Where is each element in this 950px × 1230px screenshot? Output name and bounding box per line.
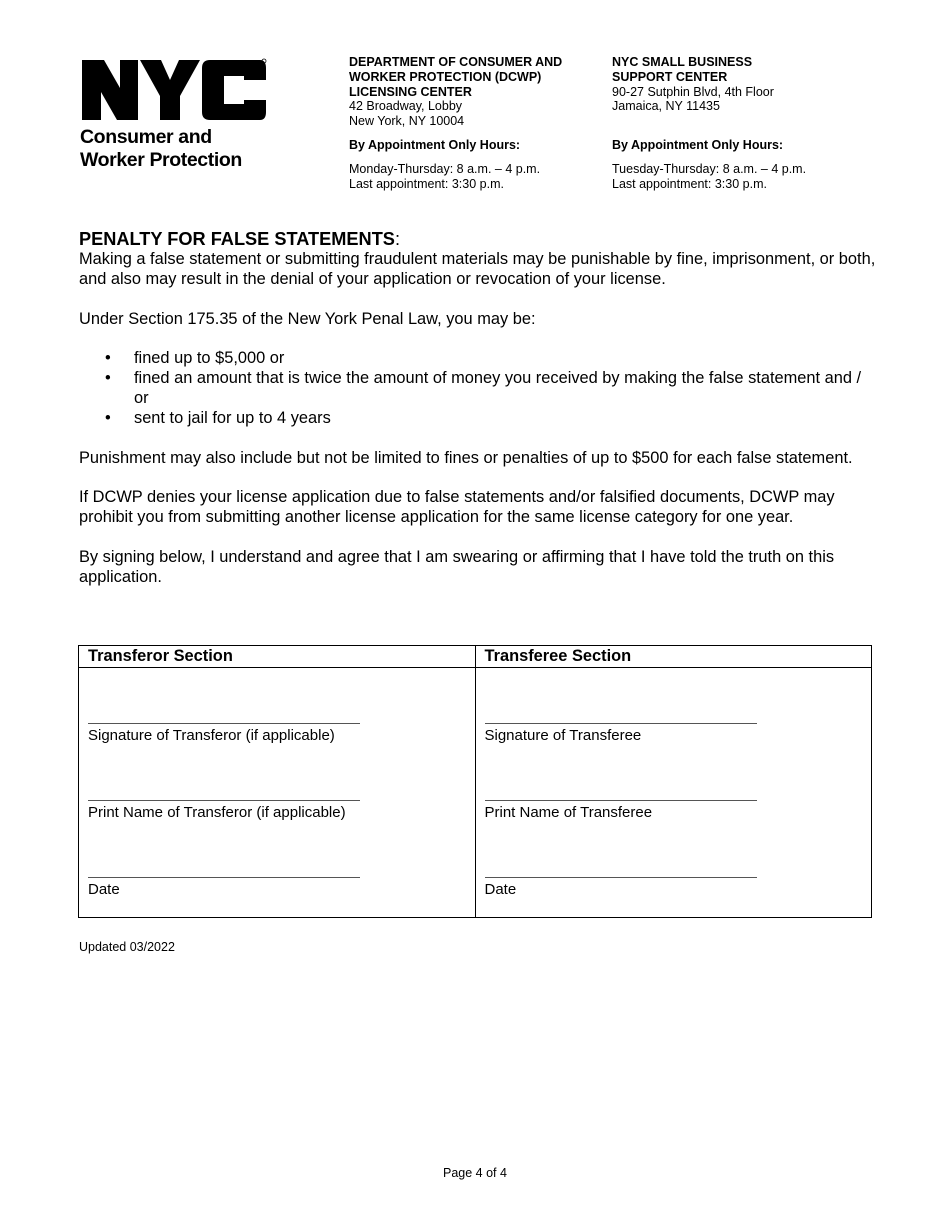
penalty-list-item: • sent to jail for up to 4 years: [79, 409, 879, 429]
office-dcwp-hours-heading: By Appointment Only Hours:: [349, 137, 521, 152]
logo-subtitle-line1: Consumer and: [80, 126, 212, 148]
transferor-date-line[interactable]: [88, 877, 360, 878]
transferor-signature-label: Signature of Transferor (if applicable): [88, 727, 335, 744]
nyc-logo-mark: [80, 58, 270, 122]
transferor-name-line[interactable]: [88, 800, 360, 801]
office-sbs-hours-2: Last appointment: 3:30 p.m.: [612, 176, 767, 191]
transferor-signature-line[interactable]: [88, 723, 360, 724]
transferee-name-label: Print Name of Transferee: [484, 804, 653, 821]
transferee-heading: Transferee Section: [476, 646, 872, 668]
penal-law-intro: Under Section 175.35 of the New York Penal Law, you may be:: [79, 309, 536, 328]
penalty-heading-colon: :: [394, 229, 400, 249]
office-sbs-address-1: 90-27 Sutphin Blvd, 4th Floor: [612, 84, 774, 99]
office-sbs: [612, 55, 862, 192]
updated-date: Updated 03/2022: [79, 940, 175, 954]
transferee-signature-label: Signature of Transferee: [484, 727, 642, 744]
penalty-section: [79, 229, 879, 588]
office-dcwp-title-2: WORKER PROTECTION (DCWP): [349, 69, 542, 84]
transferor-heading: Transferor Section: [79, 646, 475, 668]
office-sbs-title-1: NYC SMALL BUSINESS: [612, 55, 753, 69]
page-number: Page 4 of 4: [443, 1166, 507, 1180]
penalty-list: [79, 349, 879, 428]
transferee-signature-line[interactable]: [485, 723, 757, 724]
transferee-name-line[interactable]: [485, 800, 757, 801]
logo-subtitle: [80, 126, 280, 172]
transferee-section: [475, 646, 872, 917]
transferor-section: [79, 646, 475, 917]
transferor-date-label: Date: [88, 881, 120, 898]
penalty-list-item: • fined an amount that is twice the amount of money you received by making the false statement and / or: [79, 369, 879, 409]
punishment-text: Punishment may also include but not be limited to fines or penalties of up to $500 for each false statement.: [79, 448, 853, 467]
office-dcwp-hours-2: Last appointment: 3:30 p.m.: [349, 176, 504, 191]
transferee-date-label: Date: [484, 881, 517, 898]
office-dcwp-address-2: New York, NY 10004: [349, 114, 465, 129]
signature-table: [78, 645, 872, 918]
office-dcwp-address-1: 42 Broadway, Lobby: [349, 99, 463, 114]
penalty-heading-text: PENALTY FOR FALSE STATEMENTS: [79, 229, 395, 249]
office-dcwp: [349, 55, 589, 191]
office-dcwp-hours-1: Monday-Thursday: 8 a.m. – 4 p.m.: [349, 161, 541, 176]
denial-text: If DCWP denies your license application due to false statements and/or falsified documents, DCWP may prohibit you from submitting another license application for the same license category for one year.: [79, 488, 835, 527]
affirmation-text: By signing below, I understand and agree that I am swearing or affirming that I have told the truth on this application.: [79, 547, 835, 586]
office-sbs-title-2: SUPPORT CENTER: [612, 69, 728, 84]
office-dcwp-title-3: LICENSING CENTER: [349, 84, 472, 99]
penalty-list-item: • fined up to $5,000 or: [79, 349, 879, 369]
office-sbs-address-2: Jamaica, NY 11435: [612, 99, 720, 114]
transferor-name-label: Print Name of Transferor (if applicable): [88, 804, 346, 821]
office-sbs-hours-1: Tuesday-Thursday: 8 a.m. – 4 p.m.: [612, 161, 807, 176]
nyc-dcwp-logo: [80, 58, 280, 172]
transferee-date-line[interactable]: [485, 877, 757, 878]
office-dcwp-title-1: DEPARTMENT OF CONSUMER AND: [349, 55, 563, 69]
logo-subtitle-line2: Worker Protection: [80, 149, 242, 171]
penalty-intro: Making a false statement or submitting fraudulent materials may be punishable by fine, imprisonment, or both, and also may result in the denial of your application or revocation of your license.: [79, 250, 876, 288]
office-sbs-hours-heading: By Appointment Only Hours:: [612, 138, 784, 153]
penalty-heading: [79, 229, 879, 250]
